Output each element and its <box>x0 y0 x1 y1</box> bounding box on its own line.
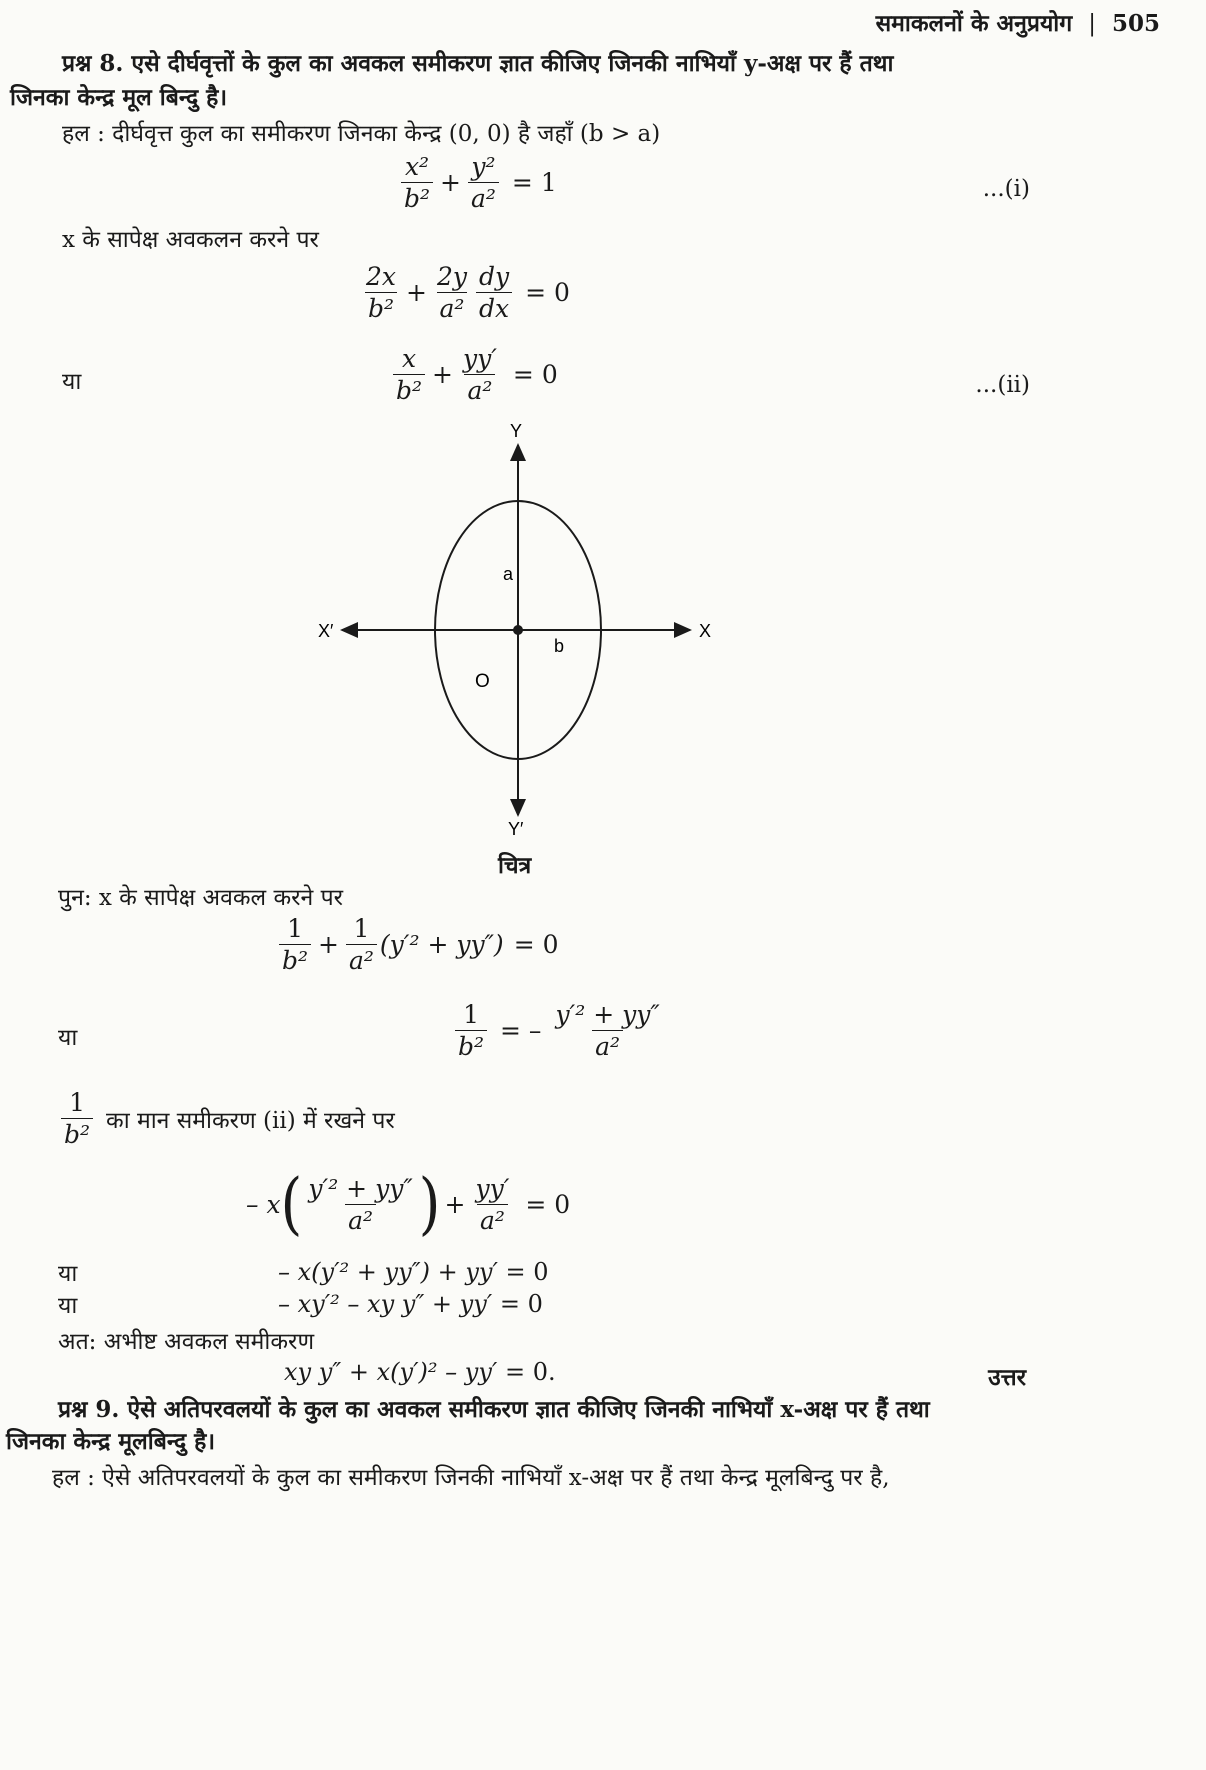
again-differentiate-text: पुन: x के सापेक्ष अवकल करने पर <box>58 885 344 911</box>
eq-tag-ii: ...(ii) <box>975 372 1030 398</box>
label-x: X <box>699 621 712 641</box>
q9-heading-line2: जिनका केन्द्र मूलबिन्दु है। <box>6 1428 216 1455</box>
equation-7: – x(y′² + yy″) + yy′ = 0 <box>278 1258 549 1286</box>
equation-2: $\frac{2x}{\text{b²}}$ + $\frac{2y}{\text{a²}}$ $\frac{dy}{dx}$ = 0 <box>366 262 570 323</box>
frac-x2-b2: $\frac{\text{x²}}{\text{b²}}$ <box>401 152 433 213</box>
q8-heading-line2: जिनका केन्द्र मूल बिन्दु है। <box>10 84 228 111</box>
q9-heading-line1: प्रश्न 9. ऐसे अतिपरवलयों के कुल का अवकल समीकरण ज्ञात कीजिए जिनकी नाभियाँ x-अक्ष पर हैं तथा <box>58 1396 930 1423</box>
eq-tag-i: ...(i) <box>982 176 1030 202</box>
ya-label-2: या <box>58 1025 78 1051</box>
figure-caption: चित्र <box>498 852 532 879</box>
hence-text: अत: अभीष्ट अवकल समीकरण <box>58 1329 315 1355</box>
equation-5: $\frac{1}{\text{b²}}$ = – $\frac{\text{y′² + yy″}}{\text{a²}}$ <box>452 1000 666 1061</box>
substitution-text: का मान समीकरण (ii) में रखने पर <box>106 1107 395 1134</box>
q8-heading-line1: प्रश्न 8. एसे दीर्घवृत्तों के कुल का अवकल समीकरण ज्ञात कीजिए जिनकी नाभियाँ y-अक्ष पर हैं तथा <box>62 50 894 77</box>
ya-label-1: या <box>62 369 82 395</box>
ya-label-4: या <box>58 1293 78 1319</box>
equation-6: – x ( $\frac{\text{y′² + yy″}}{\text{a²}}$ ) + $\frac{yy'}{\text{a²}}$ = 0 <box>246 1164 571 1243</box>
differentiate-text: x के सापेक्ष अवकलन करने पर <box>62 227 319 253</box>
equation-9: xy y″ + x(y′)² – yy′ = 0. <box>284 1358 556 1386</box>
running-header <box>876 6 1160 38</box>
equation-8: – xy′² – xy y″ + yy′ = 0 <box>278 1290 543 1318</box>
label-x-prime: X′ <box>318 621 334 641</box>
q9-solution-intro: हल : ऐसे अतिपरवलयों के कुल का समीकरण जिनकी नाभियाँ x-अक्ष पर हैं तथा केन्द्र मूलबिन्दु पर है, <box>52 1465 890 1491</box>
page-number: 505 <box>1111 10 1160 37</box>
equation-3: $\frac{x}{\text{b²}}$ + $\frac{yy'}{\text{a²}}$ = 0 <box>390 344 558 405</box>
equation-4: $\frac{1}{\text{b²}}$ + $\frac{1}{\text{a²}}$ (y′² + yy″) = 0 <box>276 914 559 975</box>
running-title: समाकलनों के अनुप्रयोग <box>875 10 1073 37</box>
header-separator: | <box>1088 11 1096 37</box>
ellipse-figure <box>310 415 730 855</box>
label-y-prime: Y′ <box>508 819 524 839</box>
substitution-line: $\frac{1}{\text{b²}}$ का मान समीकरण (ii) में रखने पर <box>58 1088 395 1149</box>
ya-label-3: या <box>58 1261 78 1287</box>
equation-1: $\frac{\text{x²}}{\text{b²}}$ + $\frac{\text{y²}}{\text{a²}}$ = 1 <box>398 152 557 213</box>
label-a: a <box>503 564 514 584</box>
label-y: Y <box>510 421 523 441</box>
q8-solution-intro: हल : दीर्घवृत्त कुल का समीकरण जिनका केन्द्र (0, 0) है जहाँ (b > a) <box>62 121 661 147</box>
origin-point <box>513 625 523 635</box>
answer-label: उत्तर <box>988 1364 1026 1391</box>
label-o: O <box>475 671 490 692</box>
label-b: b <box>554 636 565 656</box>
frac-y2-a2: $\frac{\text{y²}}{\text{a²}}$ <box>468 152 499 213</box>
